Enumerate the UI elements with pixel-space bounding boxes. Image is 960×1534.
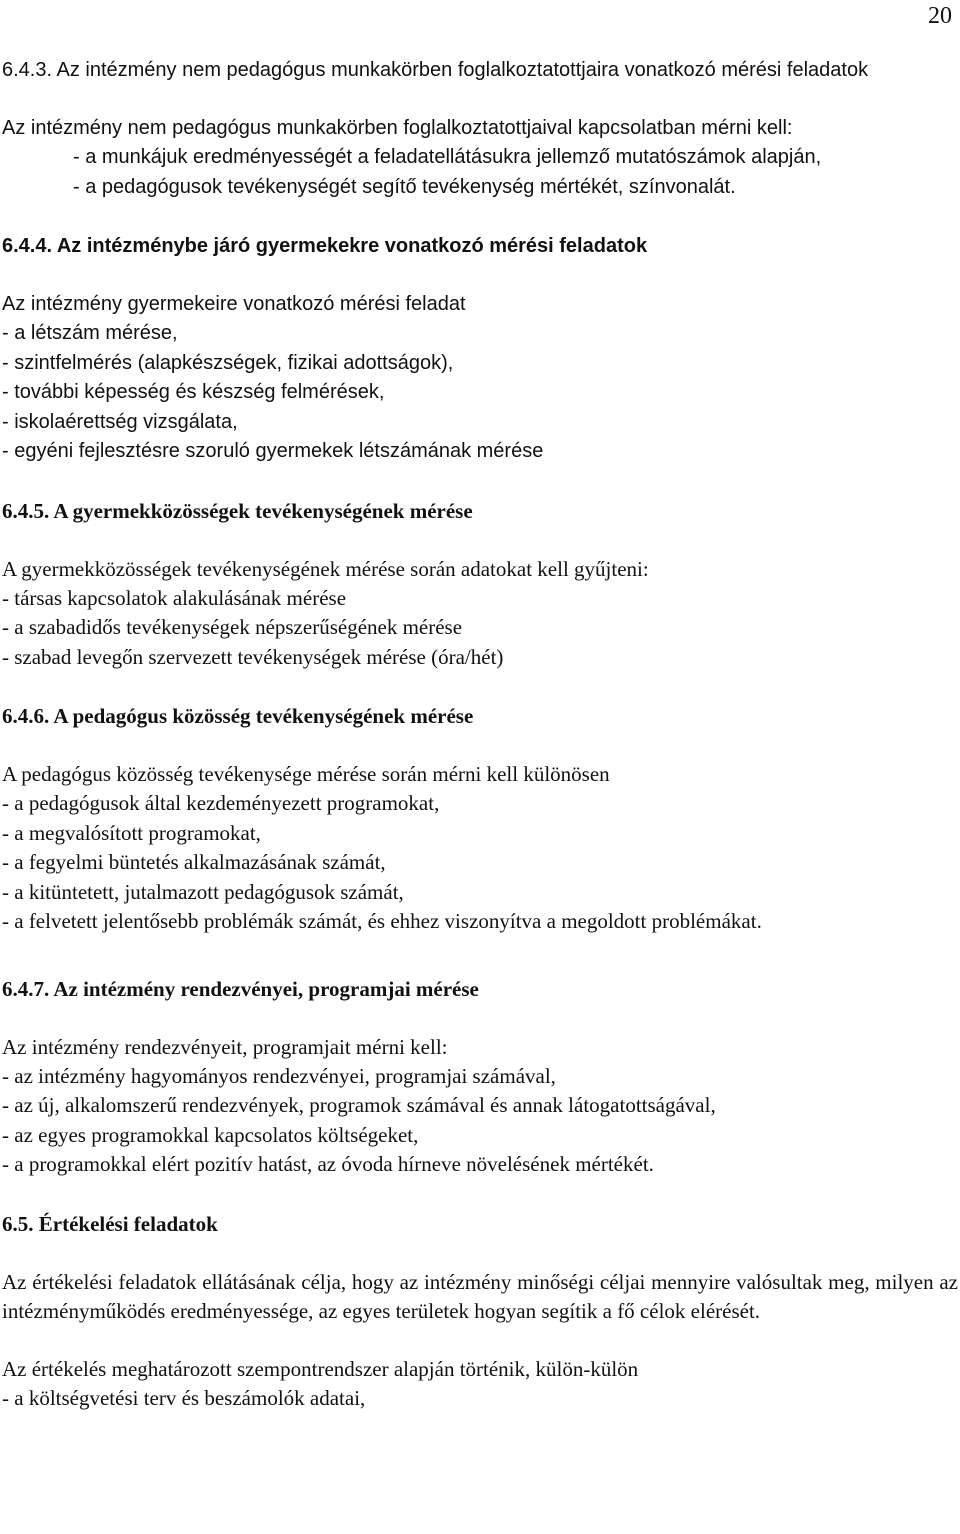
measure-list <box>2 319 958 467</box>
list-item: - egyéni fejlesztésre szoruló gyermekek létszámának mérése <box>2 440 544 462</box>
list-item: - a megvalósított programokat, <box>2 820 261 845</box>
list-item: - iskolaérettség vizsgálata, <box>2 410 238 433</box>
section-6-4-5 <box>2 497 958 673</box>
section-intro: Az intézmény rendezvényeit, programjait mérni kell: <box>2 1034 448 1059</box>
list-item: - a fegyelmi büntetés alkalmazásának számát, <box>2 850 386 874</box>
list-item: - a szabadidős tevékenységek népszerűségének mérése <box>2 615 463 639</box>
list-item: - a felvetett jelentősebb problémák számát, és ehhez viszonyítva a megoldott problémákat. <box>2 909 762 933</box>
section-heading: 6.4.6. A pedagógus közösség tevékenységének mérése <box>2 704 474 728</box>
list-item: - a pedagógusok által kezdeményezett programokat, <box>2 791 440 815</box>
list-item: - a pedagógusok tevékenységét segítő tevékenység mértékét, színvonalát. <box>73 175 736 198</box>
list-item: - a létszám mérése, <box>2 322 178 344</box>
list-item: - szabad levegőn szervezett tevékenységek mérése (óra/hét) <box>2 644 504 669</box>
list-item: - szintfelmérés (alapkészségek, fizikai adottságok), <box>2 351 454 374</box>
section-heading: 6.4.3. Az intézmény nem pedagógus munkakörben foglalkoztatottjaira vonatkozó mérési feladatok <box>2 59 869 81</box>
measure-list <box>2 1384 958 1414</box>
section-6-4-3 <box>2 56 958 202</box>
list-item: - társas kapcsolatok alakulásának mérése <box>2 585 347 610</box>
section-heading: 6.4.4. Az intézménybe járó gyermekekre vonatkozó mérési feladatok <box>2 235 648 257</box>
measure-list <box>2 1062 958 1180</box>
document-body <box>2 56 958 1413</box>
section-intro: A pedagógus közösség tevékenysége mérése során mérni kell különösen <box>2 762 610 786</box>
measure-list <box>2 143 958 202</box>
section-heading: 6.4.5. A gyermekközösségek tevékenységének mérése <box>2 498 473 523</box>
section-6-4-4 <box>2 232 958 467</box>
measure-list <box>2 789 958 937</box>
measure-list <box>2 584 958 673</box>
section-intro: Az értékelés meghatározott szempontrendszer alapján történik, külön-külön <box>2 1356 639 1381</box>
section-heading: 6.4.7. Az intézmény rendezvényei, programjai mérése <box>2 976 479 1001</box>
section-intro: Az intézmény nem pedagógus munkakörben foglalkoztatottjaival kapcsolatban mérni kell: <box>2 117 793 139</box>
list-item: - a kitüntetett, jutalmazott pedagógusok számát, <box>2 879 404 904</box>
section-6-5 <box>2 1210 958 1414</box>
section-6-4-6 <box>2 702 958 937</box>
list-item: - a programokkal elért pozitív hatást, az óvoda hírneve növelésének mértékét. <box>2 1152 654 1176</box>
section-intro: A gyermekközösségek tevékenységének mérése során adatokat kell gyűjteni: <box>2 556 649 581</box>
list-item: - az új, alkalomszerű rendezvények, programok számával és annak látogatottságával, <box>2 1093 716 1117</box>
list-item: - az egyes programokkal kapcsolatos költségeket, <box>2 1122 419 1147</box>
section-heading: 6.5. Értékelési feladatok <box>2 1211 218 1236</box>
list-item: - az intézmény hagyományos rendezvényei, programjai számával, <box>2 1063 556 1088</box>
list-item: - további képesség és készség felmérések, <box>2 381 385 403</box>
section-paragraph: Az értékelési feladatok ellátásának célja, hogy az intézmény minőségi céljai mennyire valósultak meg, milyen az intézményműködés eredményessége, az egyes területek hogyan segítik a fő célok elérését. <box>2 1269 958 1323</box>
section-6-4-7 <box>2 975 958 1180</box>
page-number: 20 <box>928 3 952 29</box>
list-item: - a költségvetési terv és beszámolók adatai, <box>2 1385 366 1410</box>
list-item: - a munkájuk eredményességét a feladatellátásukra jellemző mutatószámok alapján, <box>73 146 822 168</box>
section-intro: Az intézmény gyermekeire vonatkozó mérési feladat <box>2 293 466 315</box>
